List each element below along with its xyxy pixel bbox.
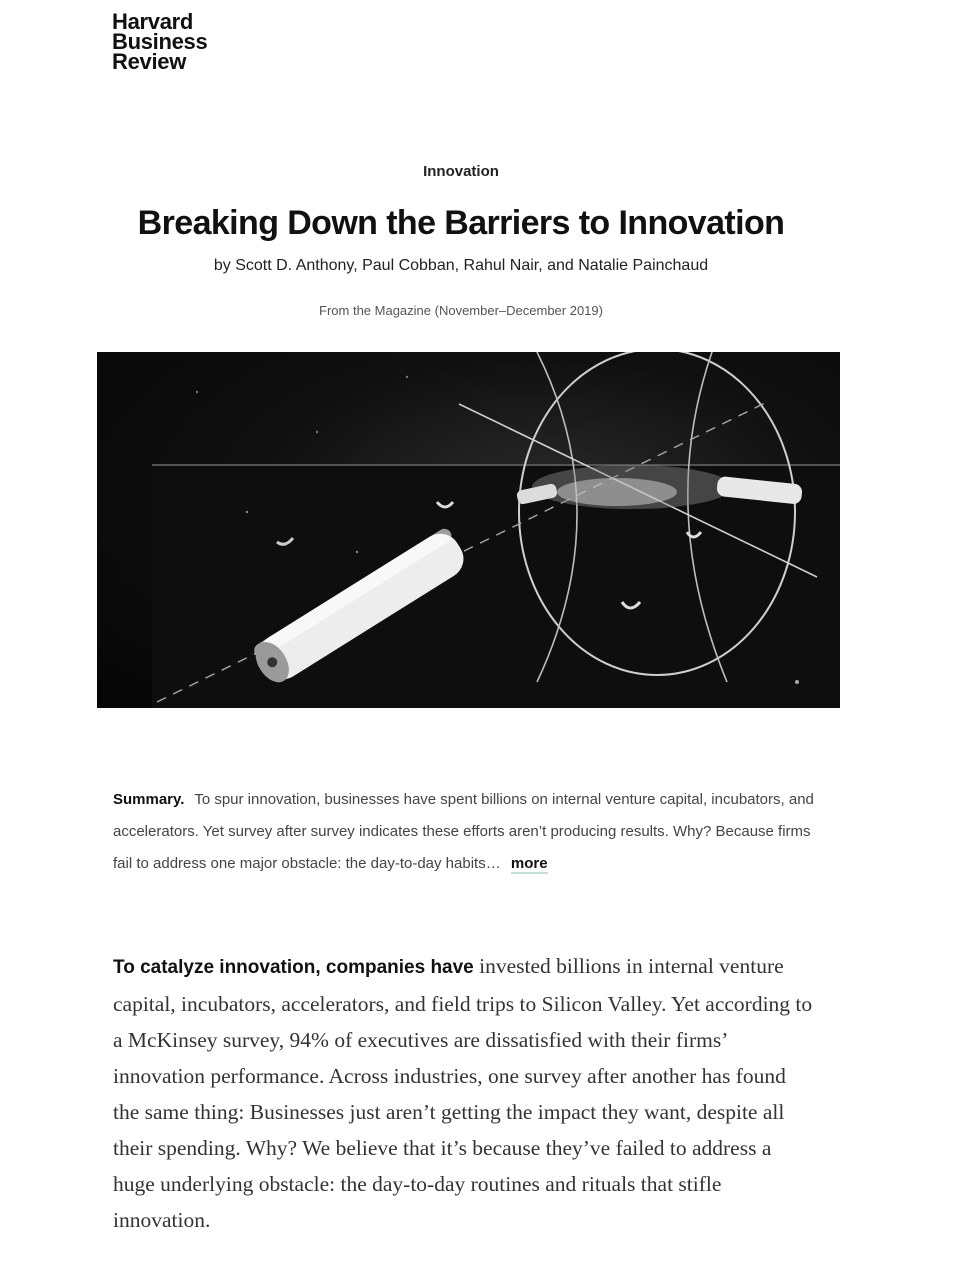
hbr-logo[interactable] xyxy=(112,9,208,74)
logo-line-1: Harvard xyxy=(112,9,194,34)
summary-text: To spur innovation, businesses have spent billions on internal venture capital, incubators, and accelerators. Yet survey after survey indicates these efforts aren’t producing results. Why? Because firms fail to address one major obstacle: the day-to-day habits… xyxy=(113,791,814,872)
logo-line-3: Review xyxy=(112,49,187,74)
article-byline: by Scott D. Anthony, Paul Cobban, Rahul Nair, and Natalie Painchaud xyxy=(213,257,709,274)
topic-link[interactable]: Innovation xyxy=(423,163,499,180)
body-paragraph: invested billions in internal venture capital, incubators, accelerators, and field trips to Silicon Valley. Yet according to a McKinsey survey, 94% of executives are dissatisfied with their firms’ innovation performance. Across industries, one survey after another has found the same thing: Businesses just aren’t getting the impact they want, despite all their spending. Why? We believe that it’s because they’ve failed to address a huge underlying obstacle: the day-to-day routines and rituals that stifle innovation. xyxy=(113,954,813,1232)
hero-image xyxy=(97,352,840,708)
logo-line-2: Business xyxy=(112,29,208,54)
article-summary xyxy=(113,784,823,880)
summary-more-link[interactable]: more xyxy=(510,855,548,872)
article-body xyxy=(113,948,813,1238)
article-title: Breaking Down the Barriers to Innovation xyxy=(137,204,785,242)
chalk-target-illustration xyxy=(97,352,840,708)
body-lead-in: To catalyze innovation, companies have xyxy=(113,957,474,978)
summary-label: Summary. xyxy=(113,791,185,808)
magazine-issue: From the Magazine (November–December 2019) xyxy=(319,303,603,318)
